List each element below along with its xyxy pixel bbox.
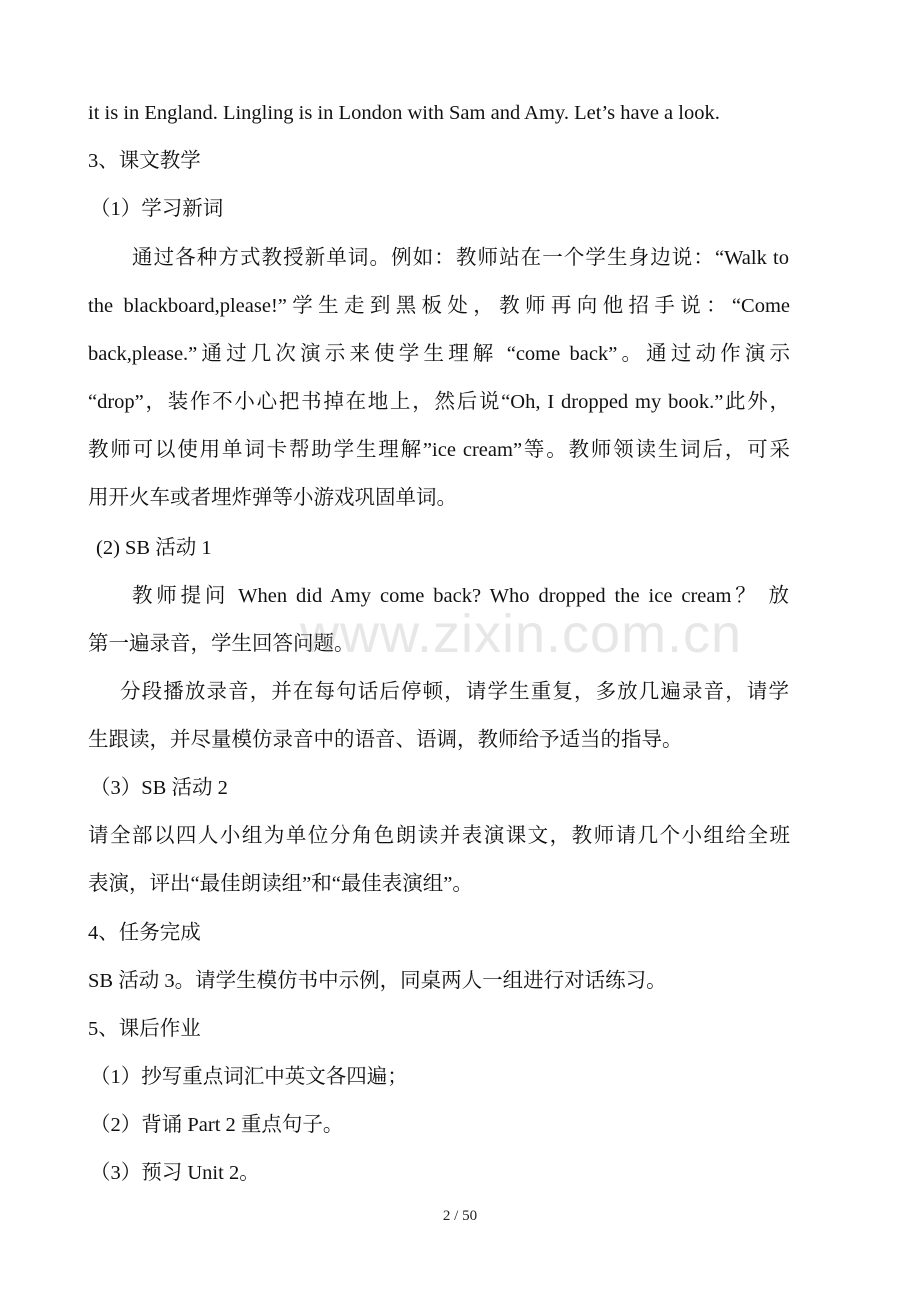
subheading-1: （1）学习新词 bbox=[90, 198, 224, 220]
paragraph-line: 教师提问 When did Amy come back? Who dropped the ice cream？ 放 bbox=[132, 585, 789, 607]
section-heading-4: 4、任务完成 bbox=[88, 922, 201, 944]
subheading-2: (2) SB 活动 1 bbox=[96, 537, 212, 559]
watermark: www.zixin.com.cn bbox=[300, 604, 743, 664]
paragraph-line: the blackboard,please!”学生走到黑板处，教师再向他招手说：“Come bbox=[88, 295, 790, 317]
paragraph-line: “drop”，装作不小心把书掉在地上，然后说“Oh, I dropped my book.”此外， bbox=[88, 391, 790, 413]
page-number: 2 / 50 bbox=[442, 1208, 478, 1224]
paragraph-line: 表演，评出“最佳朗读组”和“最佳表演组”。 bbox=[88, 873, 473, 895]
paragraph-line: 用开火车或者埋炸弹等小游戏巩固单词。 bbox=[88, 487, 457, 509]
homework-item-1: （1）抄写重点词汇中英文各四遍； bbox=[90, 1066, 408, 1088]
paragraph-line: 生跟读，并尽量模仿录音中的语音、语调，教师给予适当的指导。 bbox=[88, 729, 683, 751]
paragraph-line: SB 活动 3。请学生模仿书中示例，同桌两人一组进行对话练习。 bbox=[88, 970, 667, 992]
paragraph-line: 教师可以使用单词卡帮助学生理解”ice cream”等。教师领读生词后，可采 bbox=[88, 439, 790, 461]
homework-item-2: （2）背诵 Part 2 重点句子。 bbox=[90, 1114, 344, 1136]
section-heading-3: 3、课文教学 bbox=[88, 150, 201, 172]
paragraph-line: 分段播放录音，并在每句话后停顿，请学生重复，多放几遍录音，请学 bbox=[120, 681, 789, 703]
paragraph-line: 通过各种方式教授新单词。例如：教师站在一个学生身边说：“Walk to bbox=[132, 247, 789, 269]
text-line-continuation: it is in England. Lingling is in London with Sam and Amy. Let’s have a look. bbox=[88, 102, 720, 124]
paragraph-line: 请全部以四人小组为单位分角色朗读并表演课文，教师请几个小组给全班 bbox=[88, 825, 790, 847]
paragraph-line: 第一遍录音，学生回答问题。 bbox=[88, 633, 355, 655]
paragraph-line: back,please.”通过几次演示来使学生理解 “come back”。通过动作演示 bbox=[88, 343, 790, 365]
homework-item-3: （3）预习 Unit 2。 bbox=[90, 1162, 260, 1184]
subheading-3: （3）SB 活动 2 bbox=[90, 777, 228, 799]
section-heading-5: 5、课后作业 bbox=[88, 1018, 201, 1040]
